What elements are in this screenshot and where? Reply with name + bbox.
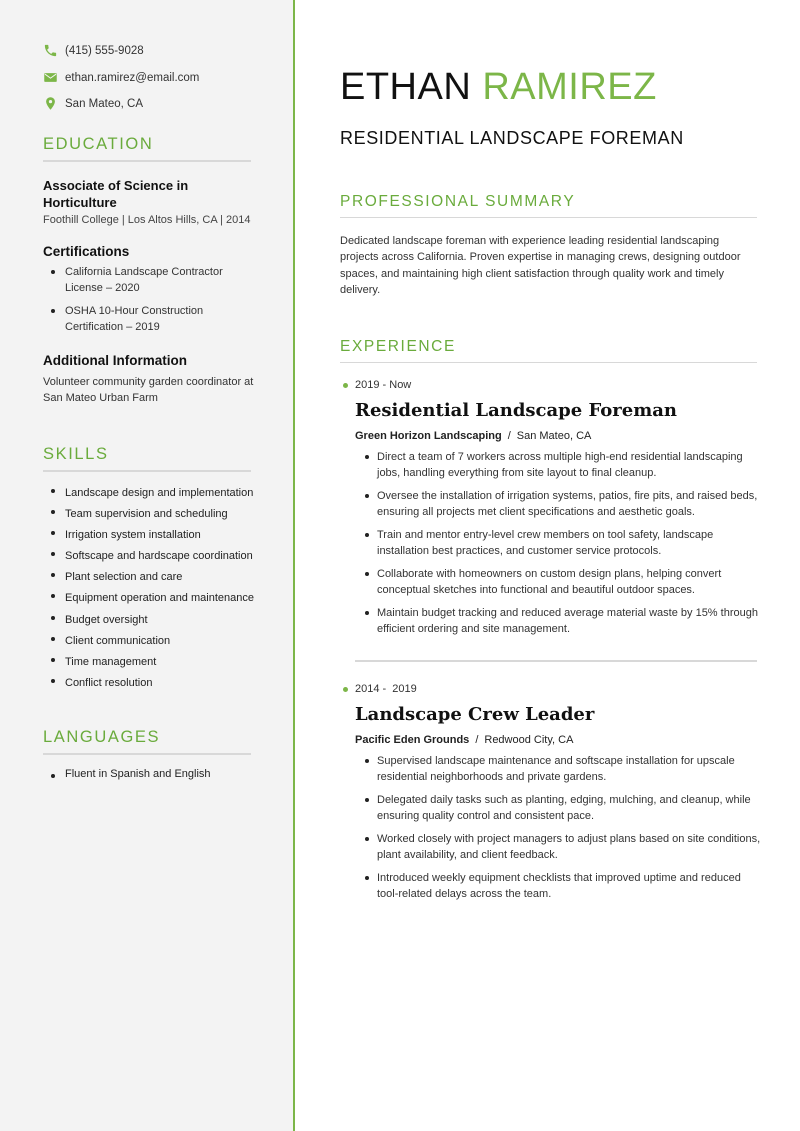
skills-heading: SKILLS: [43, 445, 251, 472]
education-degree: Associate of Science in Horticulture: [43, 178, 189, 210]
skills-list: [43, 483, 254, 694]
contact-phone: [43, 43, 144, 58]
skill-item: Landscape design and implementation: [43, 483, 254, 504]
contact-email: [43, 70, 199, 85]
contact-location: [43, 96, 143, 111]
job-bullet: Maintain budget tracking and reduced average material waste by 15% through efficient ordering and site management.: [355, 605, 765, 637]
job-title: Landscape Crew Leader: [355, 704, 595, 725]
job-dates-text: 2019 - Now: [355, 379, 412, 391]
company-location: Redwood City, CA: [484, 734, 574, 746]
education-details: Foothill College | Los Altos Hills, CA | 2014: [43, 214, 251, 226]
job-dates: [343, 379, 411, 391]
certification-item: OSHA 10-Hour Construction Certification – 2019: [43, 303, 253, 335]
location-text: San Mateo, CA: [65, 97, 143, 110]
timeline-dot-icon: [343, 687, 348, 692]
additional-info-title: Additional Information: [43, 353, 187, 368]
job-bullets: [355, 449, 765, 644]
phone-text: (415) 555-9028: [65, 44, 144, 57]
job-divider: [355, 660, 757, 662]
skill-item: Budget oversight: [43, 610, 254, 631]
job-company-line: Green Horizon Landscaping / San Mateo, CA: [355, 430, 592, 442]
skill-item: Irrigation system installation: [43, 525, 254, 546]
summary-text: Dedicated landscape foreman with experience leading residential landscaping projects across California. Proven expertise in managing crews, designing outdoor spaces, and maintaining high client satisfaction through quality work and timely delivery.: [340, 235, 741, 296]
languages-list: [43, 768, 211, 780]
last-name: RAMIREZ: [482, 66, 657, 108]
skill-item: Conflict resolution: [43, 673, 254, 694]
email-text: ethan.ramirez@email.com: [65, 71, 200, 84]
certification-item: California Landscape Contractor License – 2020: [43, 264, 253, 296]
job-bullet: Introduced weekly equipment checklists that improved uptime and reduced tool-related delays across the team.: [355, 870, 765, 902]
job-title: Residential Landscape Foreman: [355, 400, 678, 421]
skill-item: Softscape and hardscape coordination: [43, 546, 254, 567]
job-dates-text: 2014 - 2019: [355, 683, 417, 695]
certifications-title: Certifications: [43, 244, 130, 259]
job-company-line: Pacific Eden Grounds / Redwood City, CA: [355, 734, 574, 746]
first-name: ETHAN: [340, 66, 472, 108]
languages-heading: LANGUAGES: [43, 728, 251, 755]
email-icon: [43, 70, 58, 85]
experience-heading: EXPERIENCE: [340, 338, 757, 363]
job-bullet: Worked closely with project managers to adjust plans based on site conditions, plant availability, and client feedback.: [355, 831, 765, 863]
job-bullet: Direct a team of 7 workers across multiple high-end residential landscaping jobs, handling everything from site layout to final cleanup.: [355, 449, 765, 481]
skill-item: Equipment operation and maintenance: [43, 588, 254, 609]
job-bullet: Collaborate with homeowners on custom design plans, helping convert conceptual sketches into functional and beautiful outdoor spaces.: [355, 566, 765, 598]
company-name: Green Horizon Landscaping: [355, 430, 502, 442]
job-bullet: Delegated daily tasks such as planting, edging, mulching, and cleanup, while ensuring quality control and consistent pace.: [355, 792, 765, 824]
certifications-list: [43, 264, 253, 342]
job-role-title: RESIDENTIAL LANDSCAPE FOREMAN: [340, 128, 684, 148]
location-pin-icon: [43, 96, 58, 111]
job-bullet: Supervised landscape maintenance and softscape installation for upscale residential neighborhoods and private gardens.: [355, 753, 765, 785]
company-name: Pacific Eden Grounds: [355, 734, 470, 746]
phone-icon: [43, 43, 58, 58]
timeline-dot-icon: [343, 383, 348, 388]
company-location: San Mateo, CA: [516, 430, 592, 442]
skill-item: Client communication: [43, 631, 254, 652]
skill-item: Plant selection and care: [43, 567, 254, 588]
candidate-name: [340, 66, 657, 109]
skill-item: Time management: [43, 652, 254, 673]
skill-item: Team supervision and scheduling: [43, 504, 254, 525]
job-bullets: [355, 753, 765, 909]
language-item: Fluent in Spanish and English: [43, 768, 211, 780]
education-heading: EDUCATION: [43, 135, 251, 162]
job-bullet: Oversee the installation of irrigation systems, patios, fire pits, and raised beds, ensuring all projects met client specifications and aesthetic goals.: [355, 488, 765, 520]
job-dates: [343, 683, 417, 695]
additional-info-text: Volunteer community garden coordinator at San Mateo Urban Farm: [43, 376, 254, 404]
summary-heading: PROFESSIONAL SUMMARY: [340, 193, 757, 218]
job-bullet: Train and mentor entry-level crew members on tool safety, landscape installation best practices, and customer service protocols.: [355, 527, 765, 559]
